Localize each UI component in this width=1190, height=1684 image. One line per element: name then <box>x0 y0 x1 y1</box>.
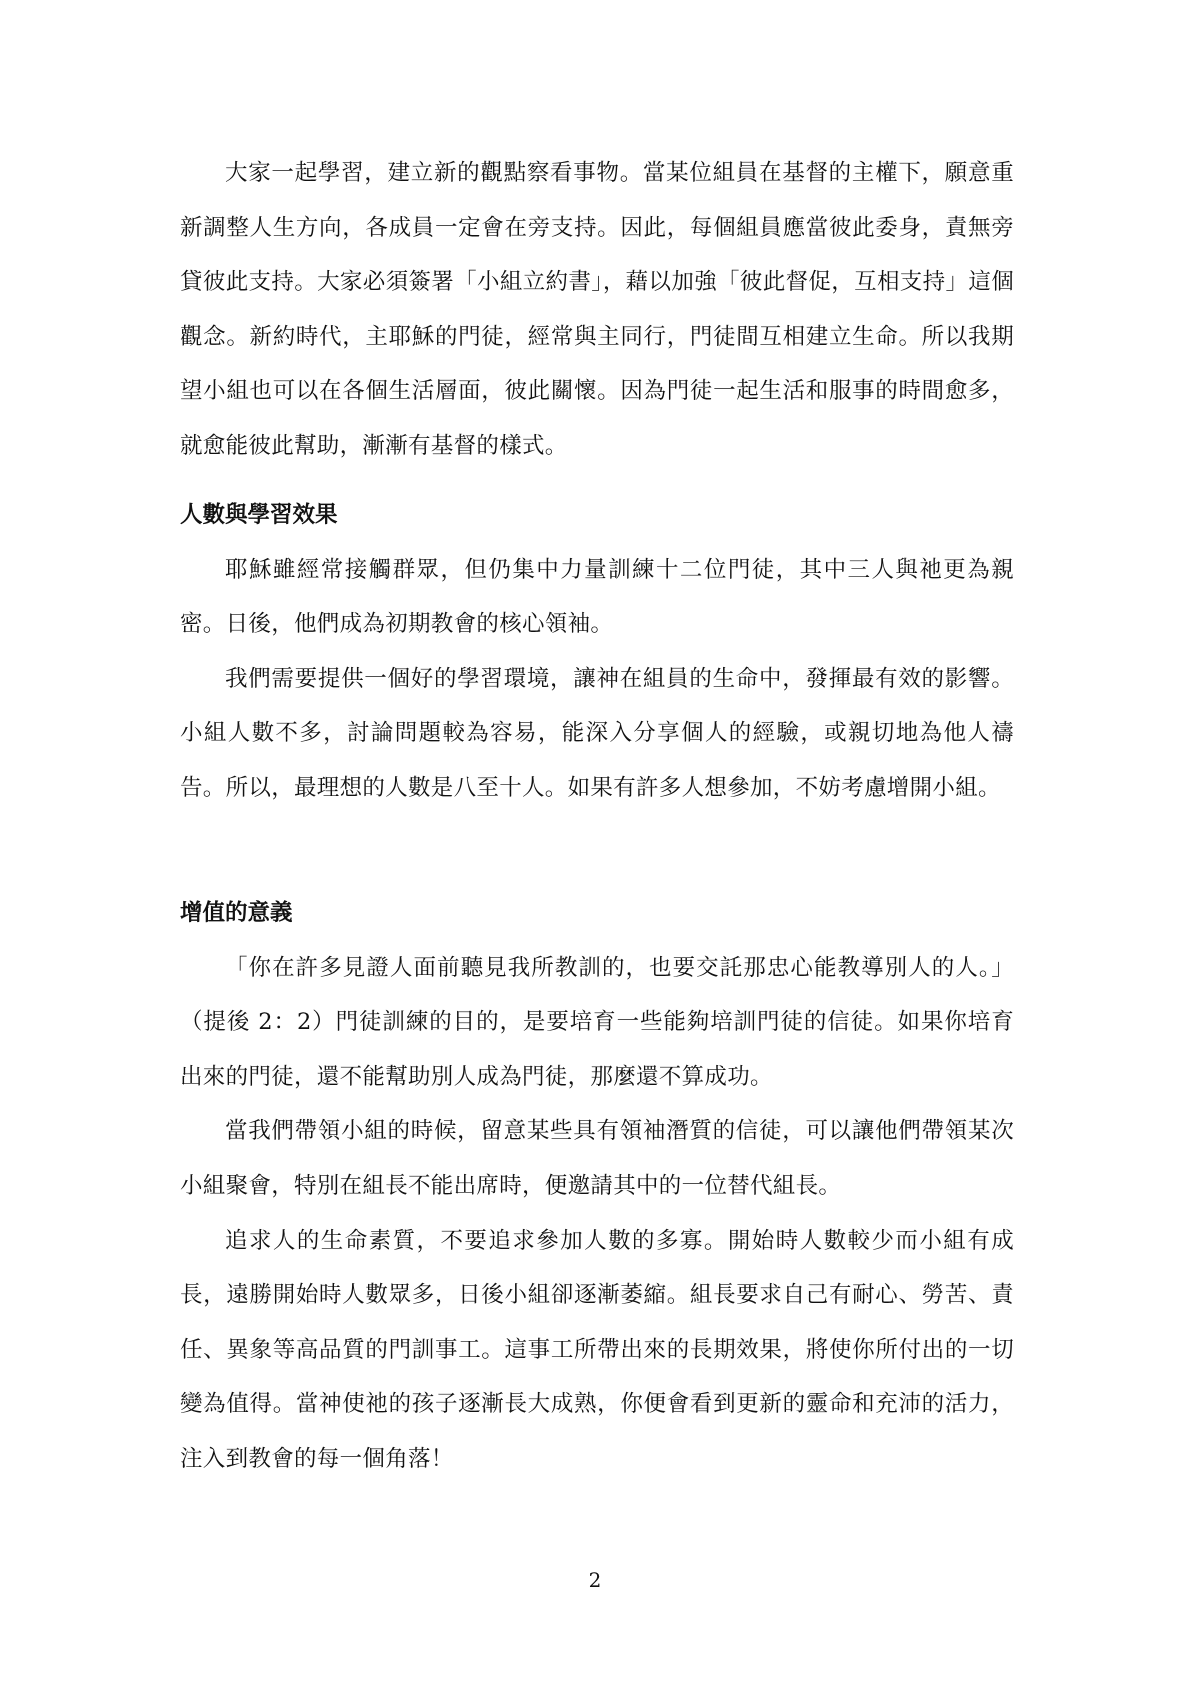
intro-section <box>180 146 1014 474</box>
paragraph: 追求人的生命素質，不要追求參加人數的多寡。開始時人數較少而小組有成長，遠勝開始時人數眾多，日後小組卻逐漸萎縮。組長要求自己有耐心、勞苦、責任、異象等高品質的門訓事工。這事工所帶出來的長期效果，將使你所付出的一切變為值得。當神使祂的孩子逐漸長大成熟，你便會看到更新的靈命和充沛的活力，注入到教會的每一個角落！ <box>180 1227 1014 1472</box>
paragraph: 我們需要提供一個好的學習環境，讓神在組員的生命中，發揮最有效的影響。小組人數不多，討論問題較為容易，能深入分享個人的經驗，或親切地為他人禱告。所以，最理想的人數是八至十人。如果有許多人想參加，不妨考慮增開小組。 <box>180 665 1014 801</box>
intro-paragraph: 大家一起學習，建立新的觀點察看事物。當某位組員在基督的主權下，願意重新調整人生方向，各成員一定會在旁支持。因此，每個組員應當彼此委身，責無旁貸彼此支持。大家必須簽署「小組立約書」，藉以加強「彼此督促，互相支持」這個觀念。新約時代，主耶穌的門徒，經常與主同行，門徒間互相建立生命。所以我期望小組也可以在各個生活層面，彼此關懷。因為門徒一起生活和服事的時間愈多，就愈能彼此幫助，漸漸有基督的樣式。 <box>180 160 1014 459</box>
section-heading-multiplication: 增值的意義 <box>180 900 293 926</box>
page-number: 2 <box>588 1568 602 1592</box>
section-group-size <box>180 488 1014 816</box>
section-heading-group-size: 人數與學習效果 <box>180 502 338 528</box>
paragraph: 當我們帶領小組的時候，留意某些具有領袖潛質的信徒，可以讓他們帶領某次小組聚會，特別在組長不能出席時，便邀請其中的一位替代組長。 <box>180 1118 1014 1199</box>
paragraph: 「你在許多見證人面前聽見我所教訓的，也要交託那忠心能教導別人的人。」（提後 2：2）門徒訓練的目的，是要培育一些能夠培訓門徒的信徒。如果你培育出來的門徒，還不能幫助別人成為門徒，那麼還不算成功。 <box>180 954 1014 1090</box>
section-multiplication <box>180 886 1014 1487</box>
paragraph: 耶穌雖經常接觸群眾，但仍集中力量訓練十二位門徒，其中三人與祂更為親密。日後，他們成為初期教會的核心領袖。 <box>180 556 1014 638</box>
